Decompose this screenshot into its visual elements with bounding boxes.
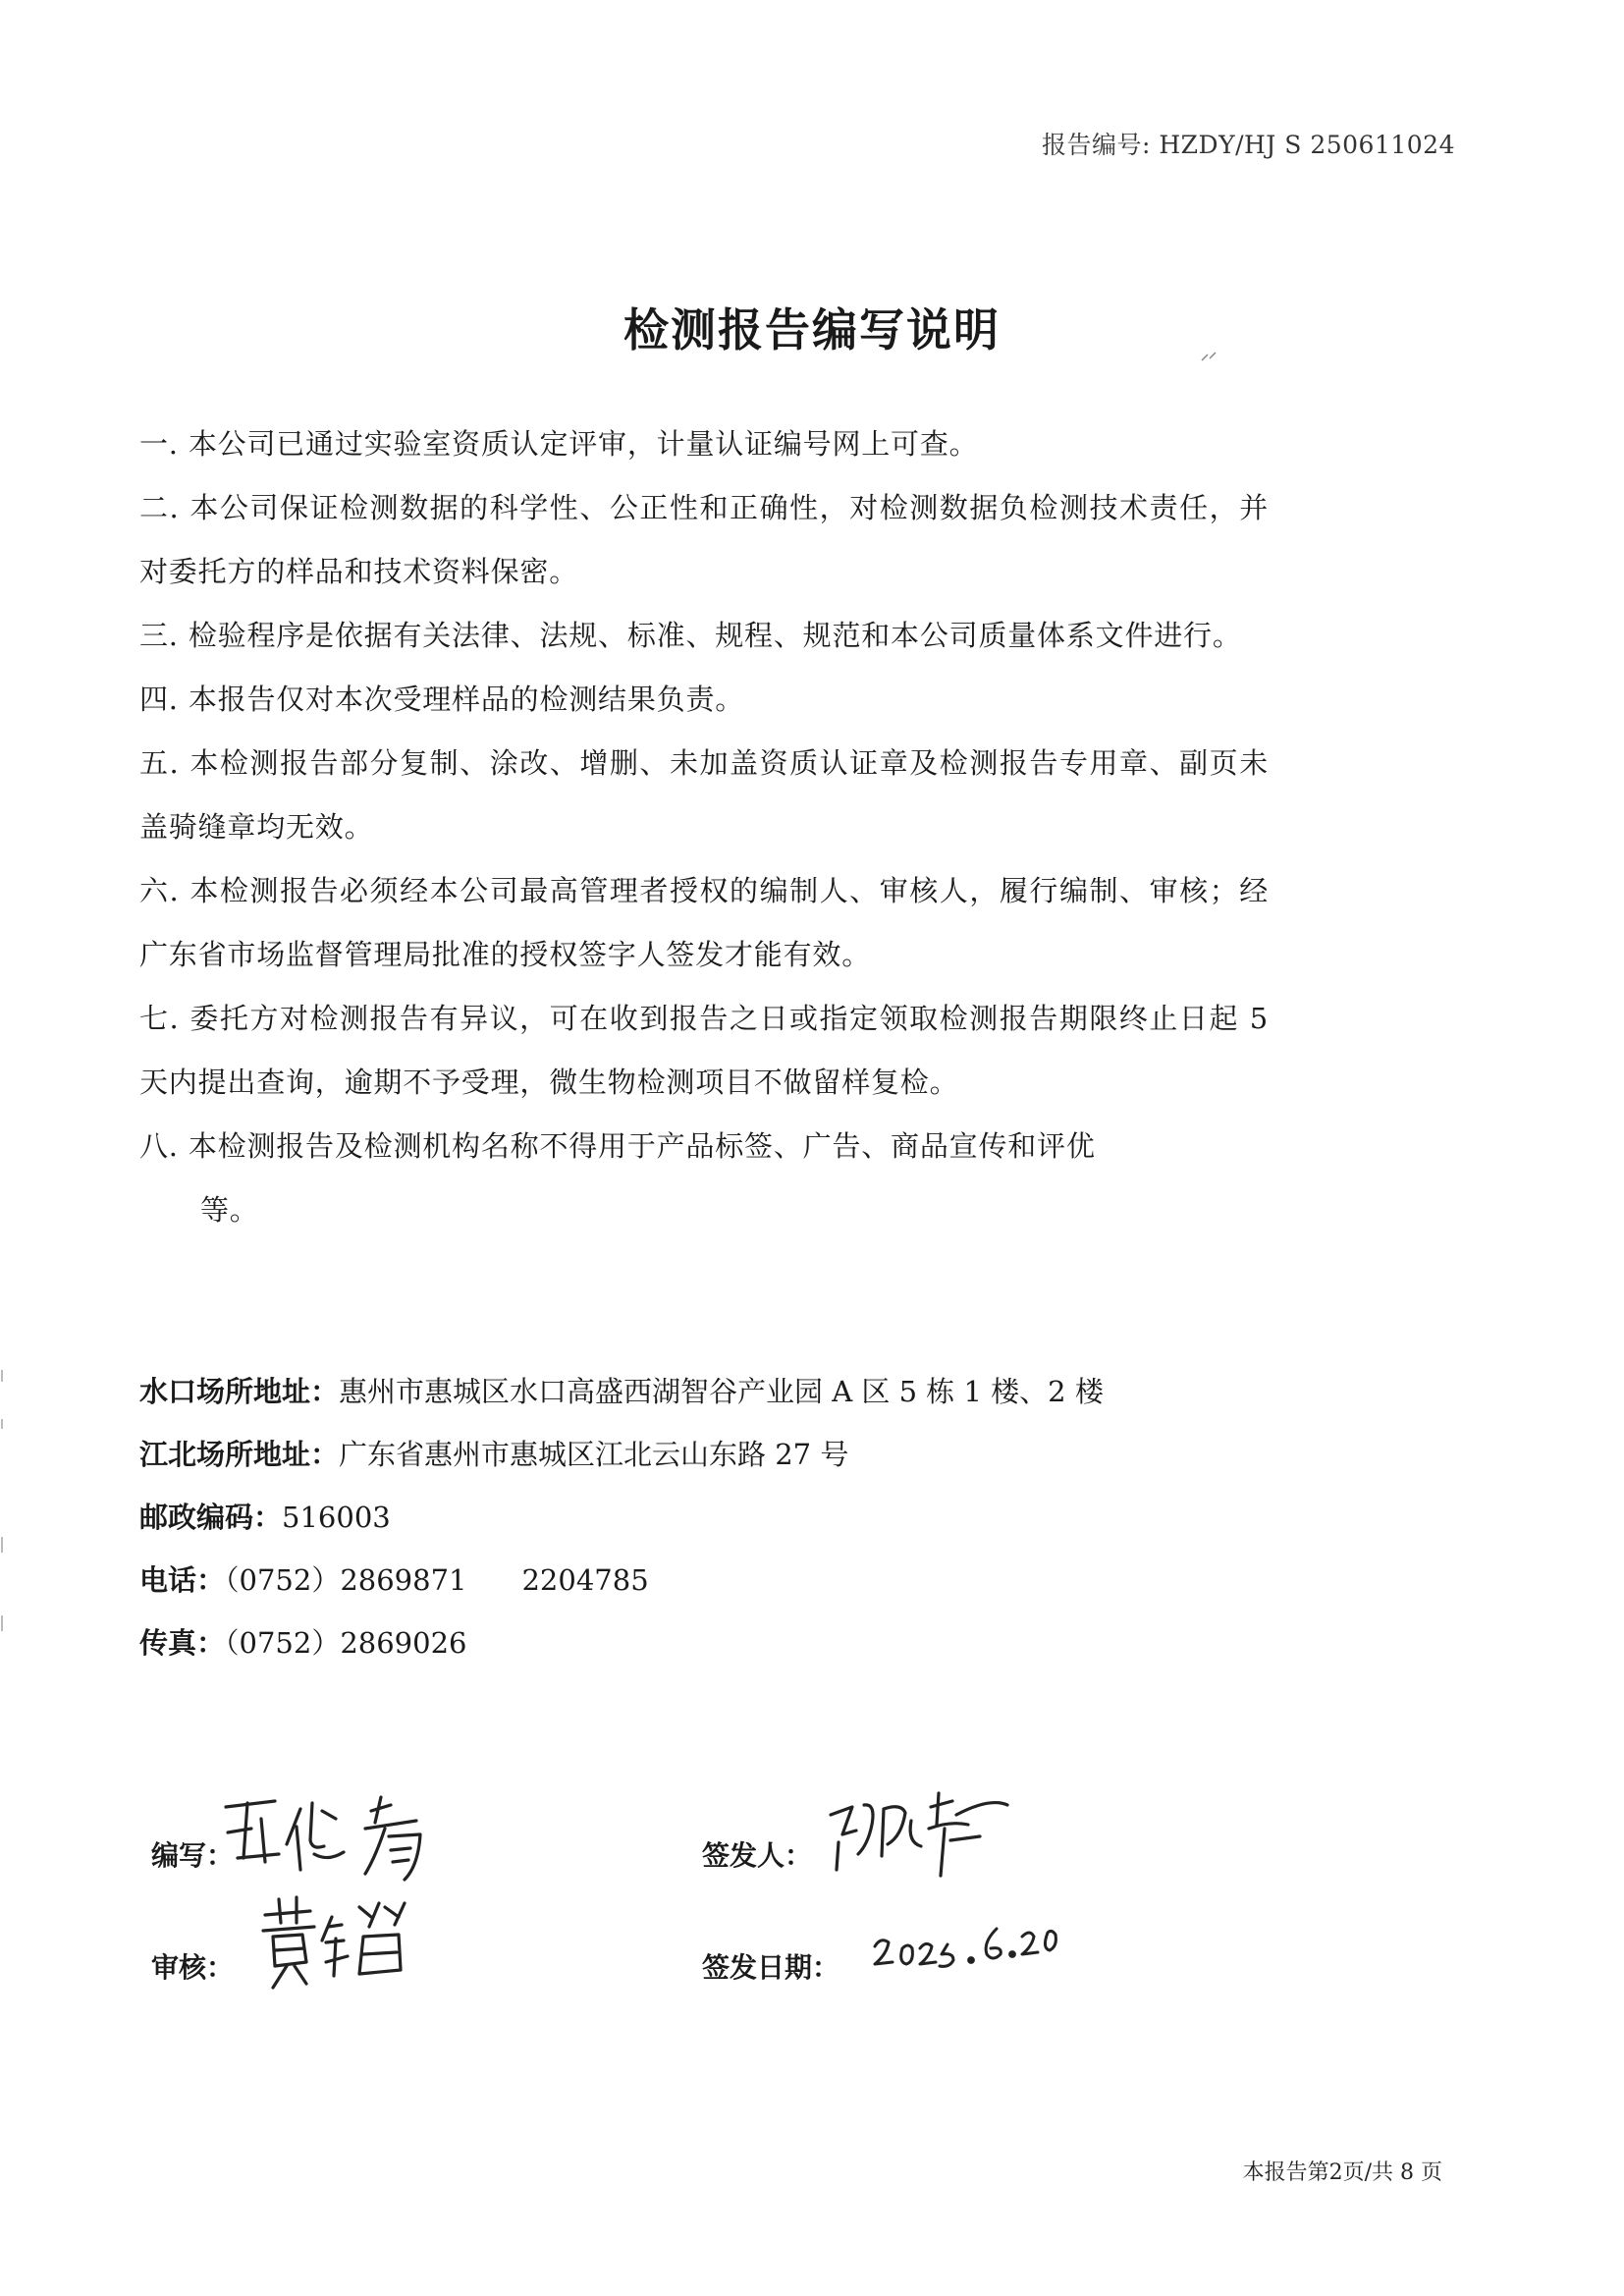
term-text: 检验程序是依据有关法律、法规、标准、规程、规范和本公司质量体系文件进行。 xyxy=(188,619,1242,652)
term-item xyxy=(139,668,1269,732)
term-item xyxy=(139,732,1269,859)
issue-date-label: 签发日期： xyxy=(702,1951,840,1984)
term-prefix: 三. xyxy=(139,619,189,652)
jiangbei-address-label: 江北场所地址： xyxy=(139,1438,340,1471)
term-prefix: 二. xyxy=(139,491,190,524)
page-number-footer: 本报告第2页/共 8 页 xyxy=(1242,2160,1442,2185)
postcode-label: 邮政编码： xyxy=(139,1501,283,1534)
reviewer-signature xyxy=(257,1893,424,2001)
fax-label: 传真： xyxy=(139,1626,226,1660)
term-prefix: 六. xyxy=(139,874,190,907)
document-title: 检测报告编写说明 xyxy=(623,303,1001,356)
term-prefix: 四. xyxy=(139,683,189,716)
phone-value-1: （0752）2869871 xyxy=(225,1563,467,1597)
issuer-label: 签发人： xyxy=(702,1839,813,1872)
shuikou-address-row xyxy=(139,1360,1318,1423)
term-text: 本公司保证检测数据的科学性、公正性和正确性，对检测数据负检测技术责任，并对委托方的样品和技术资料保密。 xyxy=(139,491,1269,588)
phone-value-2: 2204785 xyxy=(521,1563,649,1597)
jiangbei-address-row xyxy=(139,1423,1318,1486)
shuikou-address-label: 水口场所地址： xyxy=(139,1375,340,1408)
term-prefix: 一. xyxy=(139,427,189,461)
term-continuation: 等。 xyxy=(200,1193,259,1227)
author-label: 编写： xyxy=(151,1839,235,1872)
term-text: 本检测报告及检测机构名称不得用于产品标签、广告、商品宣传和评优 xyxy=(188,1129,1096,1163)
term-prefix: 五. xyxy=(139,746,190,780)
term-text: 委托方对检测报告有异议，可在收到报告之日或指定领取检测报告期限终止日起 5 天内提出查询，逾期不予受理，微生物检测项目不做留样复检。 xyxy=(139,1002,1269,1099)
issuer-signature xyxy=(823,1785,1019,1884)
phone-label: 电话： xyxy=(139,1563,226,1597)
fax-row xyxy=(139,1612,1318,1674)
term-item xyxy=(139,1115,1269,1178)
scan-edge-mark xyxy=(0,1360,6,1655)
postcode-row xyxy=(139,1486,1318,1549)
term-item xyxy=(139,412,1269,476)
term-text: 本检测报告必须经本公司最高管理者授权的编制人、审核人，履行编制、审核；经广东省市场监督管理局批准的授权签字人签发才能有效。 xyxy=(139,874,1269,971)
term-item xyxy=(139,604,1269,668)
scan-speck xyxy=(1200,349,1219,364)
term-text: 本报告仅对本次受理样品的检测结果负责。 xyxy=(188,683,745,716)
term-text: 本公司已通过实验室资质认定评审，计量认证编号网上可查。 xyxy=(188,427,979,461)
term-prefix: 七. xyxy=(139,1002,190,1035)
shuikou-address-value: 惠州市惠城区水口高盛西湖智谷产业园 A 区 5 栋 1 楼、2 楼 xyxy=(339,1375,1104,1408)
terms-list xyxy=(139,412,1269,1242)
fax-value: （0752）2869026 xyxy=(225,1626,467,1660)
report-number: 报告编号: HZDY/HJ S 250611024 xyxy=(1041,131,1455,159)
reviewer-label: 审核： xyxy=(151,1951,235,1984)
term-item xyxy=(139,859,1269,987)
term-text: 本检测报告部分复制、涂改、增删、未加盖资质认证章及检测报告专用章、副页未盖骑缝章均无效。 xyxy=(139,746,1269,844)
postcode-value: 516003 xyxy=(282,1501,391,1534)
issue-date-handwritten xyxy=(869,1911,1065,1980)
term-item xyxy=(139,476,1269,604)
contact-info xyxy=(139,1360,1318,1674)
jiangbei-address-value: 广东省惠州市惠城区江北云山东路 27 号 xyxy=(339,1438,849,1471)
phone-row xyxy=(139,1549,1318,1612)
term-prefix: 八. xyxy=(139,1129,189,1163)
author-signature xyxy=(218,1789,463,1887)
term-item xyxy=(139,987,1269,1115)
